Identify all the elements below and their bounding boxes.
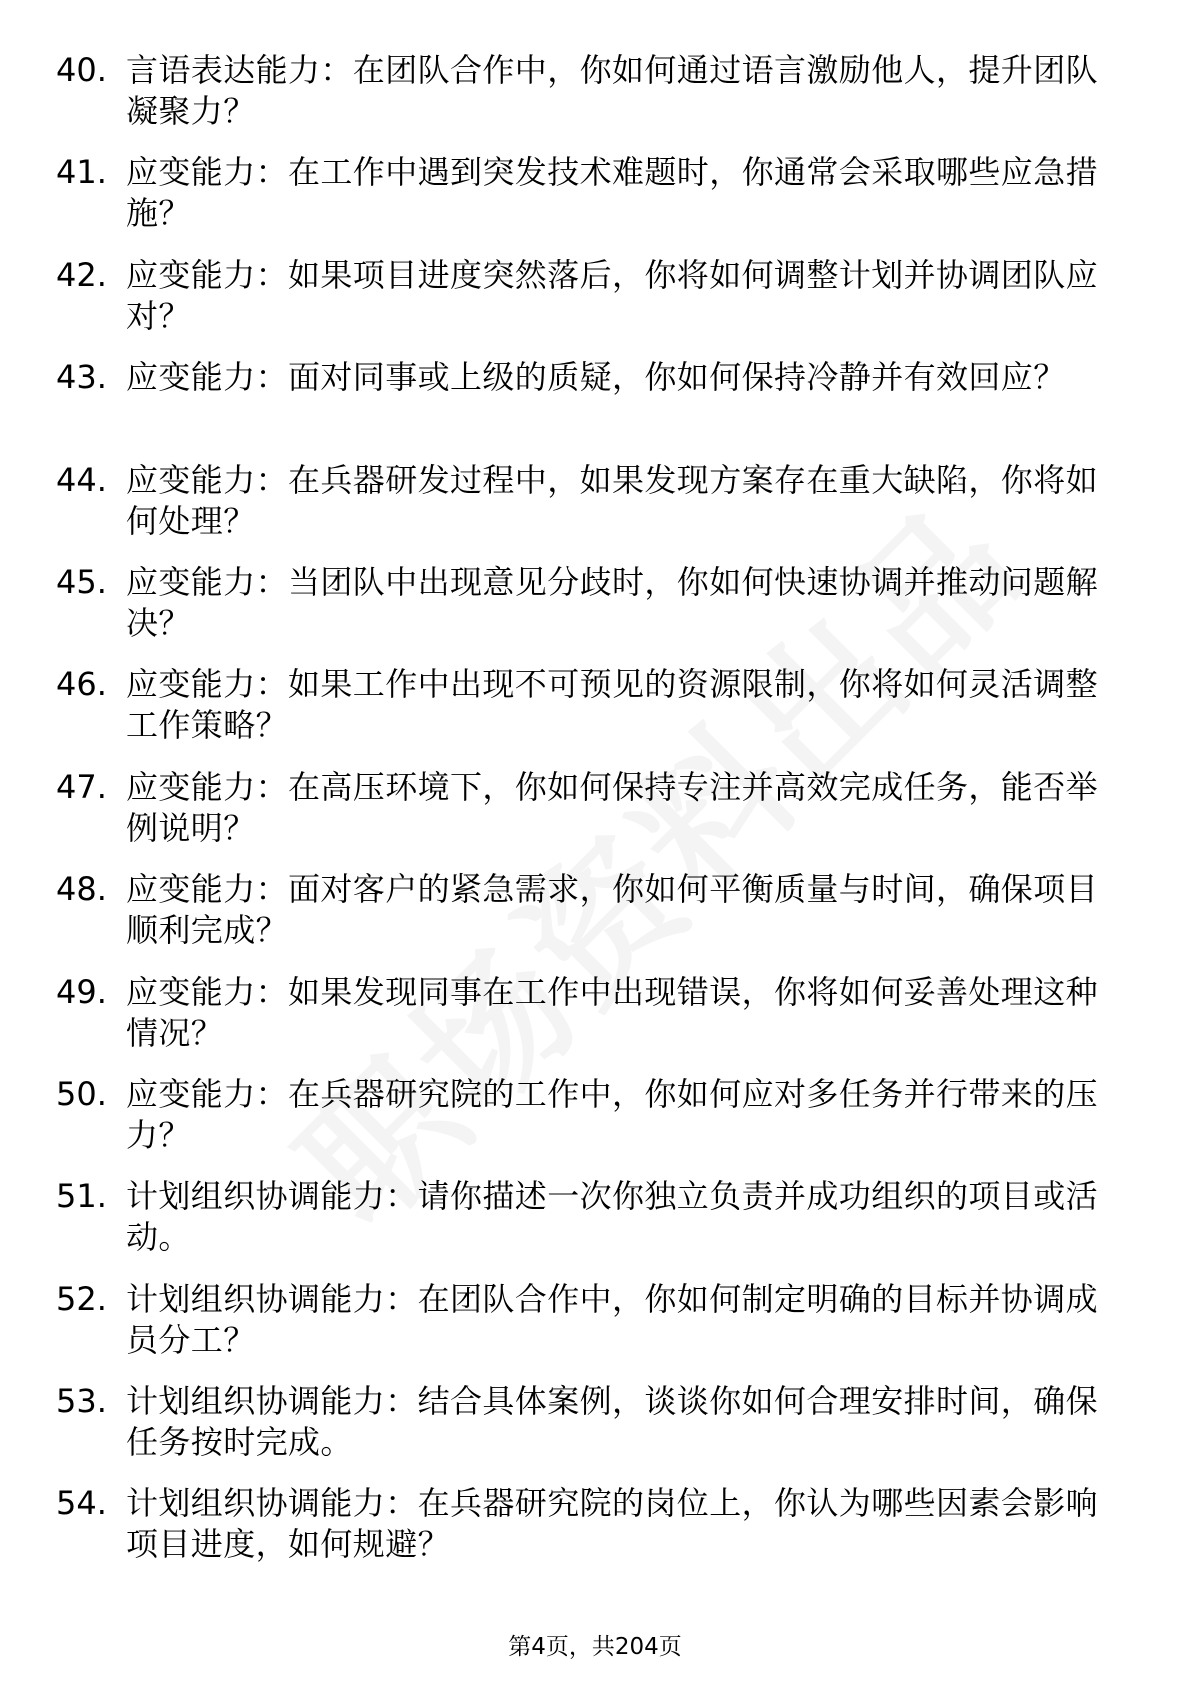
question-text: 计划组织协调能力：结合具体案例，谈谈你如何合理安排时间，确保任务按时完成。 bbox=[126, 1382, 1099, 1462]
question-item bbox=[0, 869, 1190, 971]
question-item bbox=[0, 152, 1190, 254]
question-number: 44. bbox=[56, 460, 107, 499]
question-item bbox=[0, 50, 1190, 152]
question-number: 50. bbox=[56, 1074, 107, 1113]
page-footer: 第4页，共204页 bbox=[508, 1634, 682, 1660]
question-item bbox=[0, 357, 1190, 459]
question-number: 48. bbox=[56, 870, 107, 909]
question-text: 言语表达能力：在团队合作中，你如何通过语言激励他人，提升团队凝聚力？ bbox=[126, 51, 1099, 130]
question-number: 52. bbox=[56, 1279, 107, 1318]
question-number: 46. bbox=[56, 665, 107, 704]
question-item bbox=[0, 664, 1190, 766]
question-text: 应变能力：如果发现同事在工作中出现错误，你将如何妥善处理这种情况？ bbox=[126, 972, 1099, 1052]
question-number: 45. bbox=[56, 562, 107, 601]
question-number: 53. bbox=[56, 1382, 107, 1421]
question-number: 41. bbox=[56, 153, 107, 192]
question-item bbox=[0, 562, 1190, 664]
question-number: 40. bbox=[56, 51, 107, 89]
question-item bbox=[0, 460, 1190, 562]
question-number: 54. bbox=[56, 1484, 107, 1523]
question-item bbox=[0, 1176, 1190, 1278]
question-text: 应变能力：当团队中出现意见分歧时，你如何快速协调并推动问题解决？ bbox=[126, 562, 1099, 642]
question-text: 应变能力：面对同事或上级的质疑，你如何保持冷静并有效回应？ bbox=[126, 358, 1066, 397]
question-item bbox=[0, 972, 1190, 1074]
question-text: 计划组织协调能力：在兵器研究院的岗位上，你认为哪些因素会影响项目进度，如何规避？ bbox=[126, 1484, 1099, 1564]
question-item bbox=[0, 1279, 1190, 1381]
question-number: 47. bbox=[56, 767, 107, 806]
question-number: 43. bbox=[56, 358, 107, 397]
question-item bbox=[0, 1074, 1190, 1176]
question-item bbox=[0, 1381, 1190, 1483]
question-text: 计划组织协调能力：请你描述一次你独立负责并成功组织的项目或活动。 bbox=[126, 1177, 1099, 1257]
question-text: 应变能力：在高压环境下，你如何保持专注并高效完成任务，能否举例说明？ bbox=[126, 767, 1099, 847]
question-number: 49. bbox=[56, 972, 107, 1011]
question-item bbox=[0, 255, 1190, 357]
question-text: 应变能力：在兵器研发过程中，如果发现方案存在重大缺陷，你将如何处理？ bbox=[126, 460, 1099, 540]
question-text: 计划组织协调能力：在团队合作中，你如何制定明确的目标并协调成员分工？ bbox=[126, 1279, 1099, 1359]
question-item bbox=[0, 767, 1190, 869]
question-text: 应变能力：在工作中遇到突发技术难题时，你通常会采取哪些应急措施？ bbox=[126, 153, 1099, 233]
question-text: 应变能力：面对客户的紧急需求，你如何平衡质量与时间，确保项目顺利完成？ bbox=[126, 870, 1099, 950]
question-item bbox=[0, 1483, 1190, 1585]
question-number: 42. bbox=[56, 255, 107, 294]
question-text: 应变能力：如果工作中出现不可预见的资源限制，你将如何灵活调整工作策略？ bbox=[126, 665, 1099, 745]
question-number: 51. bbox=[56, 1177, 107, 1216]
question-text: 应变能力：在兵器研究院的工作中，你如何应对多任务并行带来的压力？ bbox=[126, 1074, 1099, 1154]
question-text: 应变能力：如果项目进度突然落后，你将如何调整计划并协调团队应对？ bbox=[126, 255, 1099, 335]
question-list bbox=[0, 50, 1190, 1586]
